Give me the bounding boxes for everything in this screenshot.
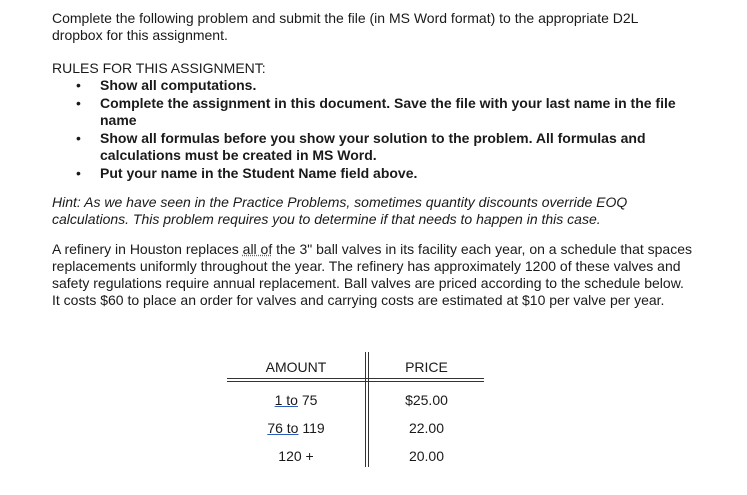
hint-paragraph: Hint: As we have seen in the Practice Problems, sometimes quantity discounts override EOQ calculations. This problem requires you to determine if that needs to happen in this case. [52,194,628,227]
problem-paragraph [52,241,692,309]
grammar-flag[interactable]: all of [242,241,273,257]
spelling-flag[interactable]: 1 to [274,392,298,408]
rule-item [52,165,685,183]
rule-item [52,130,685,165]
bullet-icon: • [76,94,81,111]
intro-paragraph: Complete the following problem and submit the file (in MS Word format) to the appropriate D2L dropbox for this assignment. [52,10,638,43]
rule-text: Put your name in the Student Name field above. [100,164,418,181]
header-divider [227,378,484,382]
bullet-icon: • [76,77,81,93]
amount-cell [227,448,365,465]
rule-item [52,77,685,95]
rule-text: Complete the assignment in this document. Save the file with your last name in the file name [100,94,676,128]
rule-text: Show all computations. [100,77,257,93]
price-cell: 22.00 [408,420,445,436]
amount-value: 75 [297,392,318,408]
spelling-flag[interactable]: 76 to [267,420,299,436]
price-header: PRICE [405,359,448,375]
amount-cell [227,420,365,437]
price-schedule-table [227,352,484,467]
bullet-icon: • [76,164,81,181]
rules-heading: RULES FOR THIS ASSIGNMENT: [52,60,266,76]
rule-text: Show all formulas before you show your solution to the problem. All formulas and calculations must be created in MS Word. [100,129,646,163]
problem-text-rest: the 3" ball valves in its facility each year, on a schedule that spaces replacements uniformly throughout the year. The refinery has approximately 1200 of these valves and safety regulations require annual replacement. Ball valves are priced according to the schedule below. It costs $60 to place an order for valves and carrying costs are estimated at $10 per valve per year. [52,241,692,308]
amount-cell [227,392,365,409]
amount-value: 119 [298,420,325,436]
amount-value: 120 + [278,448,314,464]
rule-item [52,95,685,130]
bullet-icon: • [76,129,81,146]
document-body [52,10,712,309]
price-cell: $25.00 [405,392,448,408]
price-cell: 20.00 [408,448,445,464]
amount-header: AMOUNT [265,359,327,375]
rules-list [52,77,712,182]
problem-text-start: A refinery in Houston replaces [52,241,243,257]
